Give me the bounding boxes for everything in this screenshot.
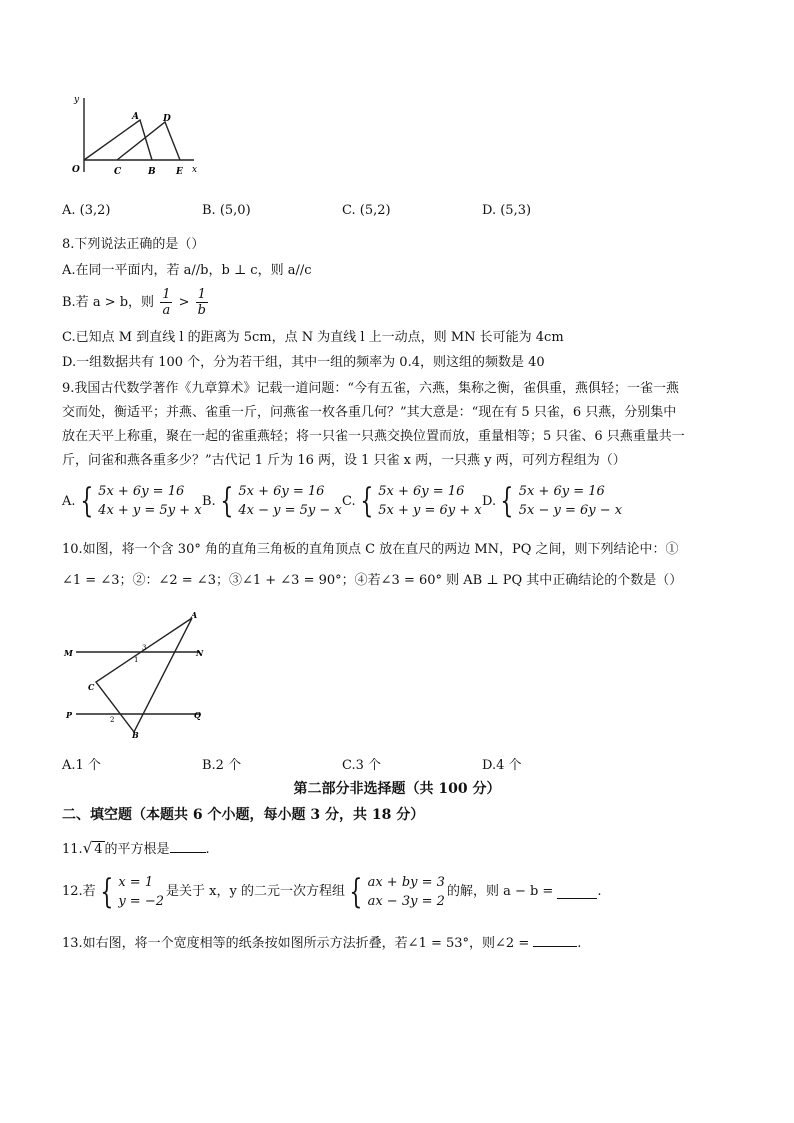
sqrt-symbol: √ — [82, 839, 93, 857]
q9-line-4: 斤，问雀和燕各重多少？”古代记 1 斤为 16 两，设 1 只雀 x 两，一只燕 y 两，可列方程组为（） — [62, 453, 626, 468]
q10-line-1: 10.如图，将一个含 30° 角的直角三角板的直角顶点 C 放在直尺的两边 MN，PQ 之间，则下列结论中：① — [62, 542, 679, 557]
q10-figure — [62, 606, 212, 742]
section-two-title: 二、填空题（本题共 6 个小题，每小题 3 分，共 18 分） — [62, 807, 425, 823]
svg-text:M: M — [64, 648, 73, 658]
q9-option-b: B. { 5x + 6y = 16 4x − y = 5y − x — [202, 481, 342, 521]
q8-option-d: D.一组数据共有 100 个，分为若干组，其中一组的频率为 0.4，则这组的频数是 40 — [62, 355, 545, 370]
svg-text:P: P — [66, 710, 73, 720]
q8-stem: 8.下列说法正确的是（） — [62, 237, 205, 252]
q13: 13.如右图，将一个宽度相等的纸条按如图所示方法折叠，若∠1 = 53°，则∠2 = . — [62, 936, 582, 951]
q8-option-c: C.已知点 M 到直线 l 的距离为 5cm，点 N 为直线 l 上一动点，则 MN 长可能为 4cm — [62, 330, 564, 345]
q10-option-d: D.4 个 — [482, 758, 522, 773]
svg-text:B: B — [148, 167, 156, 177]
q8-option-a: A.在同一平面内，若 a//b，b ⊥ c，则 a//c — [62, 263, 312, 278]
svg-text:A: A — [132, 112, 139, 122]
q9-option-d: D. { 5x + 6y = 16 5x − y = 6y − x — [482, 481, 623, 521]
svg-text:O: O — [72, 165, 80, 175]
q8-option-b: B.若 a > b，则 $\frac{1}{a}$ > $\frac{1}{b}$ — [62, 287, 206, 318]
svg-text:D: D — [163, 114, 171, 124]
svg-text:A: A — [191, 610, 198, 620]
svg-text:3: 3 — [142, 644, 147, 652]
q12: 12.若 { x = 1 y = −2 是关于 x，y 的二元一次方程组 { ax + by = 3 ax − 3y = 2 的解，则 a − b = . — [62, 872, 602, 912]
fraction-1-over-b: $\frac{1}{b}$ — [197, 287, 206, 318]
fraction-1-over-a: $\frac{1}{a}$ — [162, 287, 171, 318]
q7-option-d: D. (5,3) — [482, 203, 532, 218]
svg-text:B: B — [132, 730, 139, 740]
q10-option-a: A.1 个 — [62, 758, 101, 773]
svg-text:C: C — [88, 682, 95, 692]
q9-line-3: 放在天平上称重，聚在一起的雀重燕轻；将一只雀一只燕交换位置而放，重量相等；5 只雀、6 只燕重量共一 — [62, 429, 685, 444]
q7-option-b: B. (5,0) — [202, 203, 251, 218]
q7-figure — [62, 92, 202, 182]
answer-blank[interactable] — [533, 934, 577, 947]
svg-text:E: E — [176, 167, 183, 177]
svg-text:N: N — [196, 648, 204, 658]
q7-option-a: A. (3,2) — [62, 203, 111, 218]
answer-blank[interactable] — [170, 840, 206, 853]
q9-option-c: C. { 5x + 6y = 16 5x + y = 6y + x — [342, 481, 482, 521]
q9-option-a: A. { 5x + 6y = 16 4x + y = 5y + x — [62, 481, 202, 521]
svg-text:x: x — [192, 165, 198, 175]
svg-text:Q: Q — [194, 710, 201, 720]
triangle-cde — [117, 122, 180, 160]
q10-option-b: B.2 个 — [202, 758, 242, 773]
svg-text:1: 1 — [134, 656, 139, 664]
q7-option-c: C. (5,2) — [342, 203, 391, 218]
q9-line-1: 9.我国古代数学著作《九章算术》记载一道问题：“今有五雀，六燕，集称之衡，雀俱重，燕俱轻；一雀一燕 — [62, 381, 680, 396]
svg-text:C: C — [114, 167, 122, 177]
svg-text:y: y — [74, 95, 80, 105]
q10-option-c: C.3 个 — [342, 758, 382, 773]
q9-line-2: 交而处，衡适平；并燕、雀重一斤，问燕雀一枚各重几何？”其大意是：“现在有 5 只雀，6 只燕，分别集中 — [62, 405, 677, 420]
svg-text:2: 2 — [110, 716, 115, 724]
part-two-title: 第二部分非选择题（共 100 分） — [293, 781, 501, 797]
answer-blank[interactable] — [557, 886, 597, 899]
triangle-abc — [96, 618, 192, 732]
q11: 11.√ 4 的平方根是 . — [62, 839, 210, 857]
q10-line-2: ∠1 = ∠3；②：∠2 = ∠3；③∠1 + ∠3 = 90°；④若∠3 = 60° 则 AB ⊥ PQ 其中正确结论的个数是（） — [62, 573, 683, 588]
